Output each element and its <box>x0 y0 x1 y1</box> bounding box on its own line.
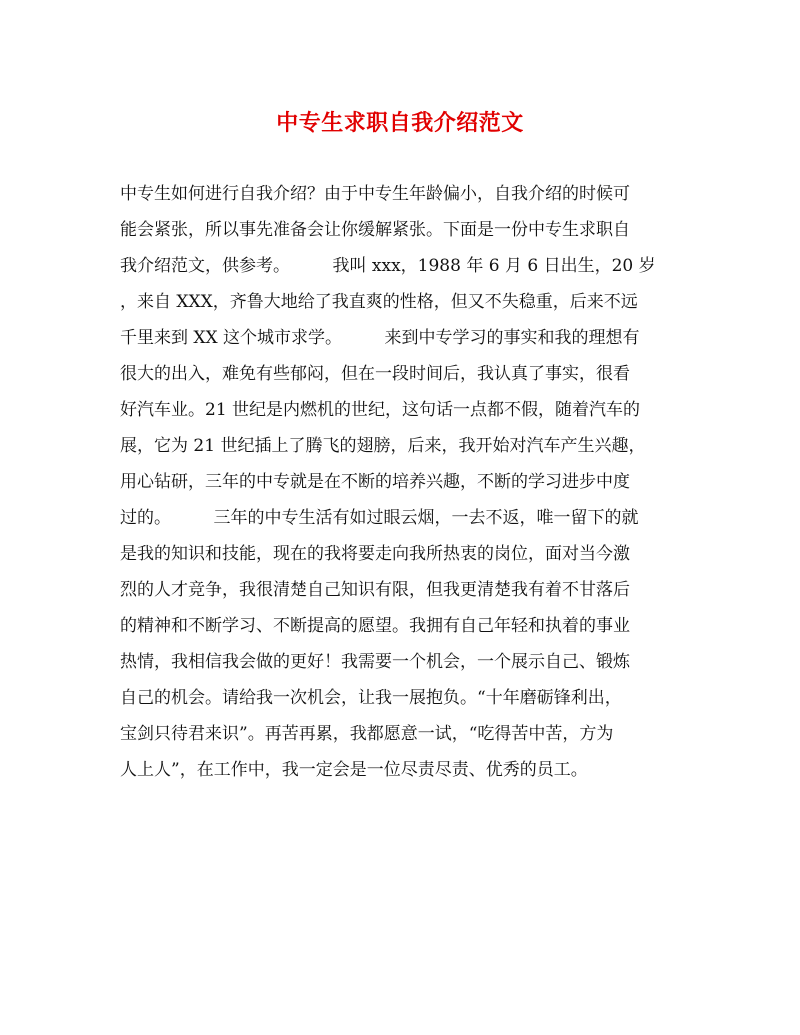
body-line: 展，它为 21 世纪插上了腾飞的翅膀，后来，我开始对汽车产生兴趣， <box>120 436 646 456</box>
body-line: 人上人”，在工作中，我一定会是一位尽责尽责、优秀的员工。 <box>120 760 588 780</box>
body-line: ，来自 XXX，齐鲁大地给了我直爽的性格，但又不失稳重，后来不远 <box>120 292 638 312</box>
body-line: 的精神和不断学习、不断提高的愿望。我拥有自己年轻和执着的事业 <box>120 616 630 636</box>
body-line: 热情，我相信我会做的更好！我需要一个机会，一个展示自己、锻炼 <box>120 652 630 672</box>
body-line: 很大的出入，难免有些郁闷，但在一段时间后，我认真了事实，很看 <box>120 364 630 384</box>
body-line: 宝剑只待君来识”。再苦再累，我都愿意一试，“吃得苦中苦，方为 <box>120 724 614 744</box>
document-title: 中专生求职自我介绍范文 <box>276 110 524 136</box>
body-line: 烈的人才竞争，我很清楚自己知识有限，但我更清楚我有着不甘落后 <box>120 580 630 600</box>
body-line: 用心钻研，三年的中专就是在不断的培养兴趣，不断的学习进步中度 <box>120 472 630 492</box>
body-line: 是我的知识和技能，现在的我将要走向我所热衷的岗位，面对当今激 <box>120 544 630 564</box>
body-line: 我介绍范文，供参考。 我叫 xxx，1988 年 6 月 6 日出生，20 岁 <box>120 256 656 276</box>
body-line: 能会紧张，所以事先准备会让你缓解紧张。下面是一份中专生求职自 <box>120 220 630 240</box>
body-line: 过的。 三年的中专生活有如过眼云烟，一去不返，唯一留下的就 <box>120 508 639 528</box>
body-line: 中专生如何进行自我介绍？由于中专生年龄偏小，自我介绍的时候可 <box>120 184 630 204</box>
body-line: 自己的机会。请给我一次机会，让我一展抱负。“十年磨砺锋利出， <box>120 688 622 708</box>
body-line: 千里来到 XX 这个城市求学。 来到中专学习的事实和我的理想有 <box>120 328 640 348</box>
body-line: 好汽车业。21 世纪是内燃机的世纪，这句话一点都不假，随着汽车的 <box>120 400 641 420</box>
document-body <box>120 176 692 788</box>
